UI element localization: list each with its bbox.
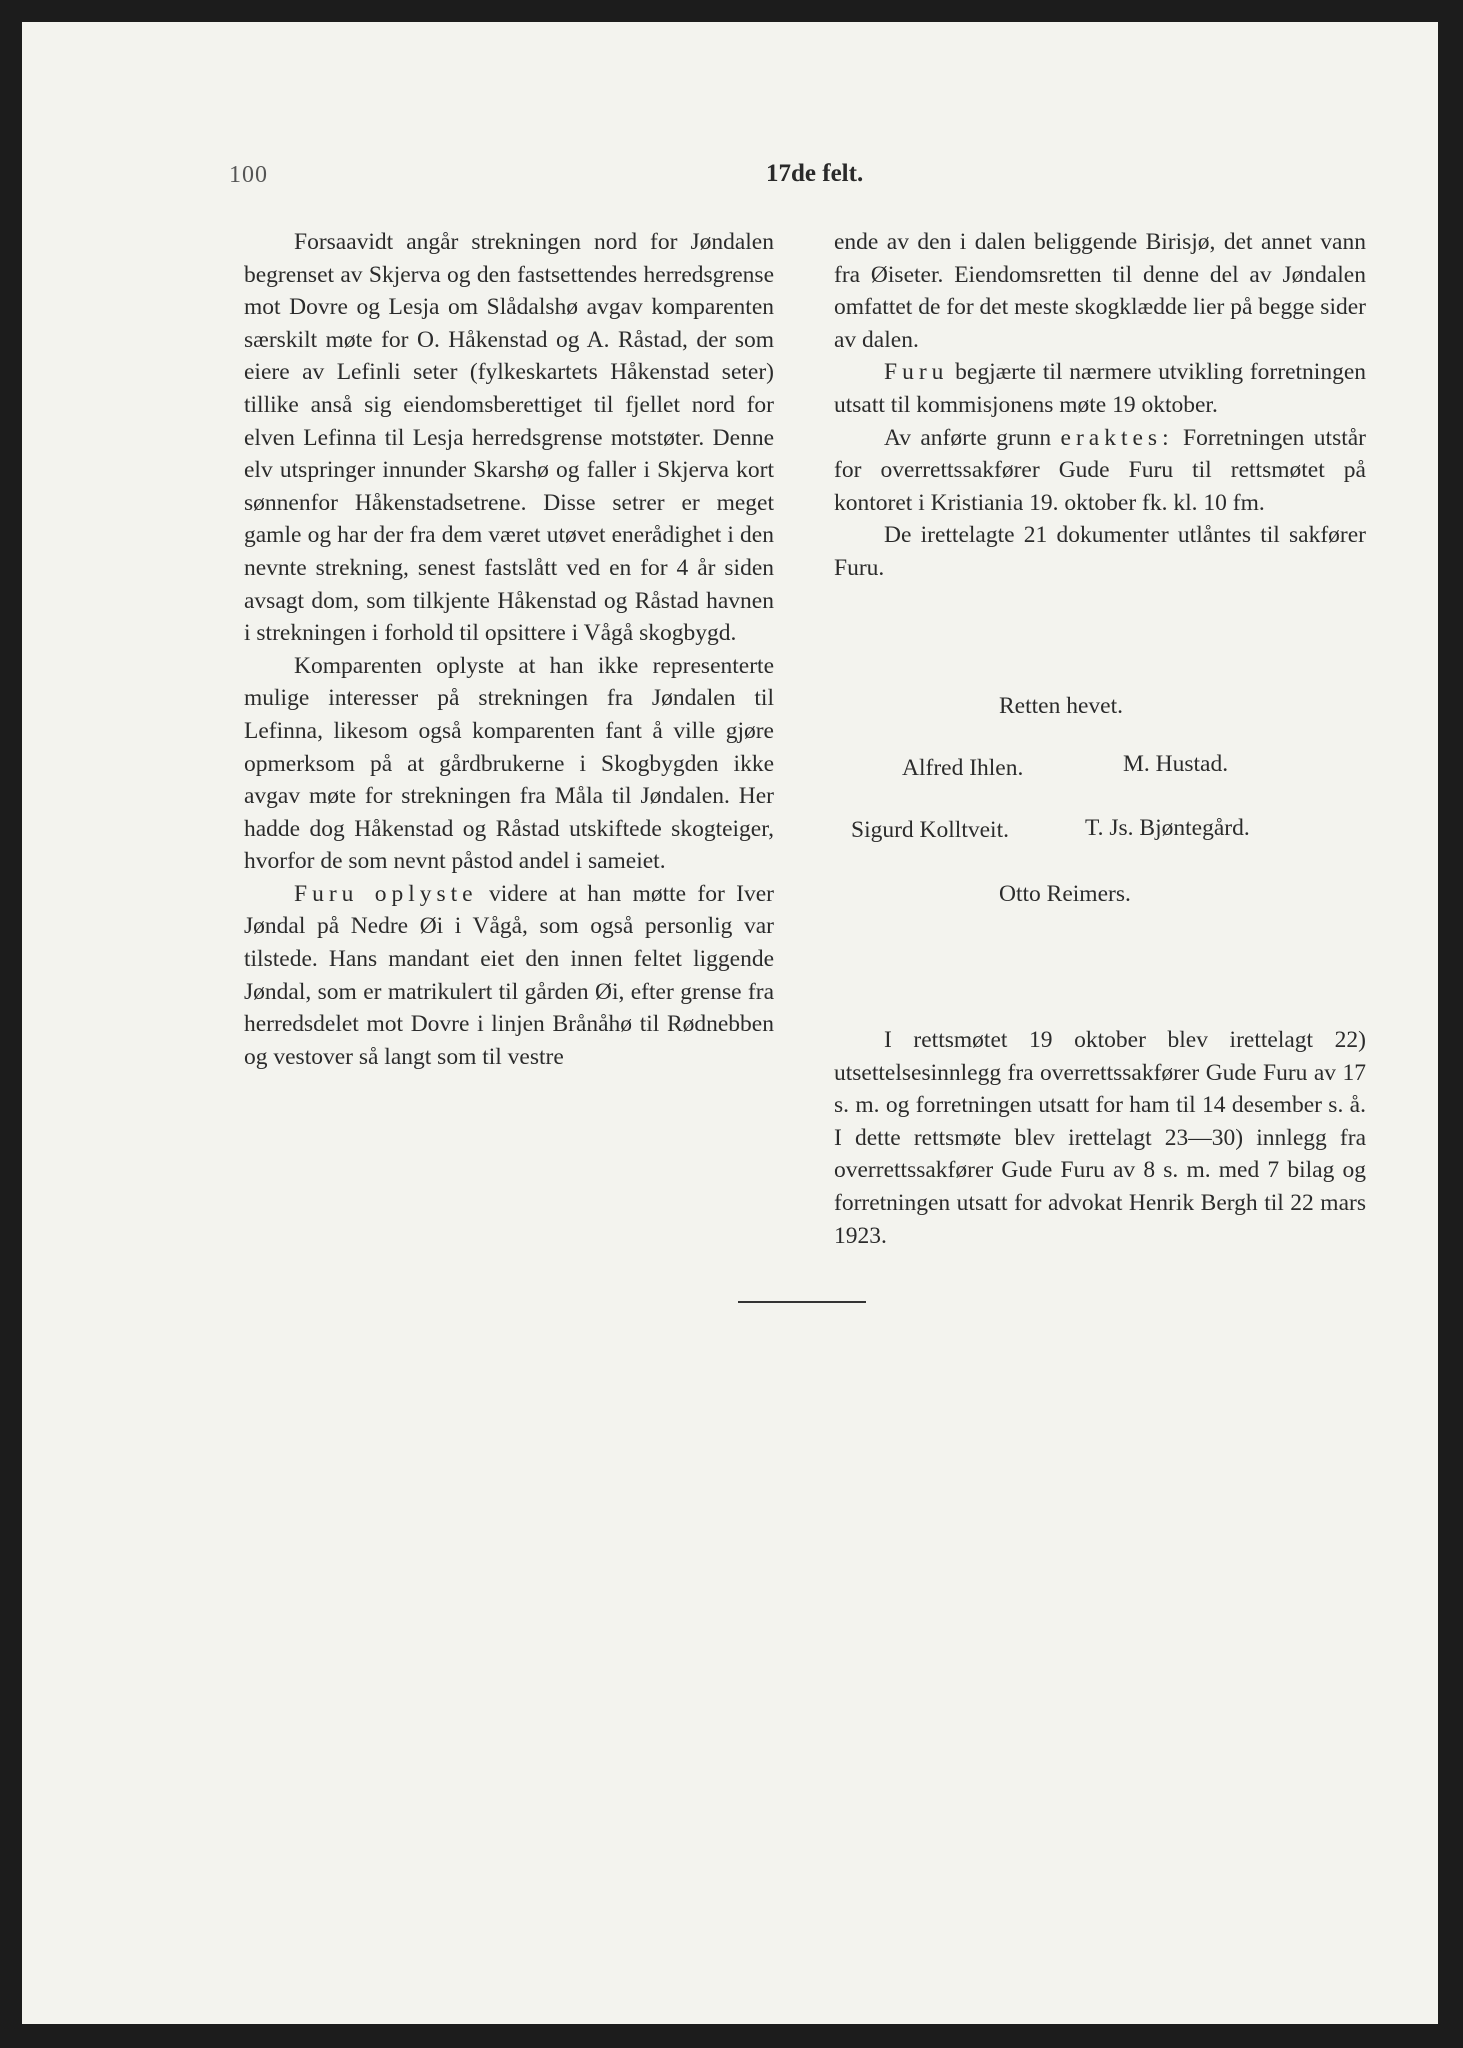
spaced-text: Furu oplyste — [294, 880, 478, 907]
right-column-lower — [834, 1024, 1366, 1252]
paragraph-text: begjærte til nærmere utvikling forretningen utsatt til kommisjonens møte 19 oktober. — [834, 359, 1366, 418]
paragraph-text: videre at han møtte for Iver Jøndal på Nedre Øi i Vågå, som også personlig var tilstede. Hans mandant eiet den innen feltet liggende Jøndal, som er matrikulert til gården Øi, efter grense fra herredsdelet mot Dovre i linjen Brånåhø til Rødnebben og vestover så langt som til vestre — [244, 880, 775, 1070]
paragraph-text: Av anførte grunn — [884, 424, 1061, 451]
right-column — [834, 226, 1366, 585]
signature: M. Hustad. — [1123, 751, 1229, 777]
page-title: 17de felt. — [766, 160, 864, 187]
signature: Alfred Ihlen. — [902, 755, 1024, 781]
spaced-text: eraktes: — [1060, 424, 1174, 451]
paragraph — [244, 878, 774, 1074]
page-number: 100 — [229, 162, 268, 188]
paragraph — [834, 356, 1366, 421]
document-page — [22, 22, 1438, 2024]
spaced-text: Furu — [884, 359, 949, 386]
paragraph: ende av den i dalen beliggende Birisjø, det annet vann fra Øiseter. Eiendomsretten til denne del av Jøndalen omfattet de for det meste skogklædde lier på begge sider av dalen. — [834, 229, 1366, 353]
paragraph: De irettelagte 21 dokumenter utlåntes til sakfører Furu. — [834, 522, 1366, 581]
paragraph: Forsaavidt angår strekningen nord for Jøndalen begrenset av Skjerva og den fastsettendes herredsgrense mot Dovre og Lesja om Slådalshø avgav komparenten særskilt møte for O. Håkenstad og A. Råstad, der som eiere av Lefinli seter (fylkeskartets Håkenstad seter) tillike anså sig eiendomsberettiget til fjellet nord for elven Lefinna til Lesja herredsgrense motstøter. Denne elv utspringer innunder Skarshø og faller i Skjerva kort sønnenfor Håkenstadsetrene. Disse setrer er meget gamle og har der fra dem været utøvet enerådighet i den nevnte strekning, senest fastslått ved en for 4 år siden avsagt dom, som tilkjente Håkenstad og Råstad havnen i strekningen i forhold til opsittere i Vågå skogbygd. — [244, 229, 774, 647]
closing-text: Retten hevet. — [999, 693, 1123, 719]
paragraph: Komparenten oplyste at han ikke representerte mulige interesser på strekningen fra Jøndalen til Lefinna, likesom også komparenten fant å ville gjøre opmerksom på at gårdbrukerne i Skogbygden ikke avgav møte for strekningen fra Måla til Jøndalen. Her hadde dog Håkenstad og Råstad utskiftede skogteiger, hvorfor de som nevnt påstod andel i sameiet. — [244, 652, 774, 875]
signature: Sigurd Kolltveit. — [851, 817, 1009, 843]
paragraph-text: Forretningen utstår for overrettssakfører Gude Furu til rettsmøtet på kontoret i Kristiania 19. oktober fk. kl. 10 fm. — [834, 424, 1366, 516]
paragraph: I rettsmøtet 19 oktober blev irettelagt 22) utsettelsesinnlegg fra overrettssakfører Gude Furu av 17 s. m. og forretningen utsatt for ham til 14 desember s. å. I dette rettsmøte blev irettelagt 23—30) innlegg fra overrettssakfører Gude Furu av 8 s. m. med 7 bilag og forretningen utsatt for advokat Henrik Bergh til 22 mars 1923. — [834, 1027, 1366, 1249]
left-column — [244, 226, 774, 1073]
paragraph — [834, 422, 1366, 520]
section-divider — [738, 1301, 866, 1303]
signature: Otto Reimers. — [999, 881, 1131, 907]
signature: T. Js. Bjøntegård. — [1085, 815, 1250, 841]
